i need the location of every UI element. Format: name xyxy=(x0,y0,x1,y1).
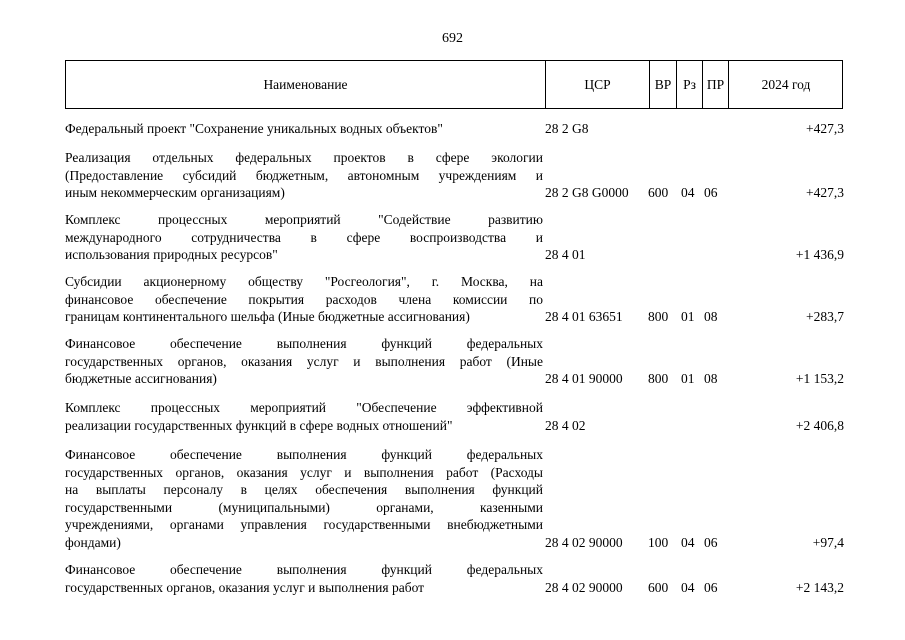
row-name-line: (Предоставление субсидий бюджетным, автономным учреждениям и xyxy=(65,167,543,183)
row-name-line: Финансовое обеспечение выполнения функций федеральных xyxy=(65,562,543,577)
header-rz: Рз xyxy=(683,76,696,92)
row-name-line: Федеральный проект "Сохранение уникальных водных объектов" xyxy=(65,121,443,136)
row-name-line: иным некоммерческим организациям) xyxy=(65,185,285,200)
row-vr: 800 xyxy=(648,309,669,324)
row-name xyxy=(65,446,543,551)
row-csr: 28 2 G8 xyxy=(545,121,589,136)
row-vr: 100 xyxy=(648,534,669,550)
row-vr: 600 xyxy=(648,579,669,595)
row-amount: +97,4 xyxy=(812,534,844,550)
row-name-line: учреждениями, органами управления государственными внебюджетными xyxy=(65,517,543,532)
row-pr: 08 xyxy=(704,309,718,324)
row-name xyxy=(65,335,543,388)
row-pr: 06 xyxy=(704,579,718,595)
row-name-line: реализации государственных функций в сфере водных отношений" xyxy=(65,417,453,433)
row-name-line: международного сотрудничества в сфере воспроизводства и xyxy=(65,229,543,245)
row-amount: +427,3 xyxy=(806,185,844,200)
row-name-line: Финансовое обеспечение выполнения функций федеральных xyxy=(65,336,543,351)
header-year: 2024 год xyxy=(761,76,811,92)
row-rz: 04 xyxy=(681,579,695,595)
row-name-line: Финансовое обеспечение выполнения функций федеральных xyxy=(65,447,543,462)
row-name-line: Реализация отдельных федеральных проектов в сфере экологии xyxy=(65,150,543,165)
row-name-line: границам континентального шельфа (Иные бюджетные ассигнования) xyxy=(65,309,470,324)
row-pr: 08 xyxy=(704,371,718,386)
row-name-line: государственных органов, оказания услуг и выполнения работ (Расходы xyxy=(65,464,543,480)
row-name-line: на выплаты персоналу в целях обеспечения выполнения функций xyxy=(65,482,543,497)
header-name: Наименование xyxy=(263,76,348,92)
row-csr: 28 4 01 xyxy=(545,247,586,262)
row-vr: 800 xyxy=(648,371,669,386)
header-csr: ЦСР xyxy=(584,76,611,92)
row-name xyxy=(65,273,543,326)
row-pr: 06 xyxy=(704,534,718,550)
row-name-line: государственными (муниципальными) органами, казенными xyxy=(65,499,543,515)
row-name xyxy=(65,120,543,138)
row-amount: +1 436,9 xyxy=(795,247,844,262)
row-name xyxy=(65,149,543,202)
row-name-line: Комплекс процессных мероприятий "Содействие развитию xyxy=(65,212,543,227)
row-amount: +2 143,2 xyxy=(795,579,844,595)
row-name-line: финансовое обеспечение покрытия расходов члена комиссии по xyxy=(65,291,543,307)
table-header xyxy=(65,60,843,109)
row-name-line: фондами) xyxy=(65,534,121,550)
row-csr: 28 2 G8 G0000 xyxy=(545,185,629,200)
row-csr: 28 4 02 90000 xyxy=(545,579,623,595)
row-name-line: государственных органов, оказания услуг и выполнения работ (Иные xyxy=(65,353,543,369)
row-name-line: Субсидии акционерному обществу "Росгеология", г. Москва, на xyxy=(65,274,543,289)
row-name xyxy=(65,399,543,434)
row-amount: +2 406,8 xyxy=(795,417,844,433)
row-rz: 04 xyxy=(681,534,695,550)
row-csr: 28 4 01 63651 xyxy=(545,309,623,324)
row-csr: 28 4 01 90000 xyxy=(545,371,623,386)
row-name-line: государственных органов, оказания услуг и выполнения работ xyxy=(65,579,425,595)
row-amount: +1 153,2 xyxy=(795,371,844,386)
row-pr: 06 xyxy=(704,185,718,200)
row-name-line: использования природных ресурсов" xyxy=(65,247,278,262)
header-pr: ПР xyxy=(706,76,725,92)
row-rz: 01 xyxy=(681,371,695,386)
row-name xyxy=(65,211,543,264)
row-name-line: бюджетные ассигнования) xyxy=(65,371,217,386)
row-csr: 28 4 02 90000 xyxy=(545,534,623,550)
row-rz: 04 xyxy=(681,185,695,200)
header-vr: ВР xyxy=(654,76,672,92)
row-csr: 28 4 02 xyxy=(545,417,586,433)
row-vr: 600 xyxy=(648,185,669,200)
row-amount: +427,3 xyxy=(806,121,844,136)
row-amount: +283,7 xyxy=(806,309,844,324)
row-name-line: Комплекс процессных мероприятий "Обеспечение эффективной xyxy=(65,400,543,415)
row-name xyxy=(65,561,543,596)
page-number: 692 xyxy=(442,31,463,46)
row-rz: 01 xyxy=(681,309,695,324)
